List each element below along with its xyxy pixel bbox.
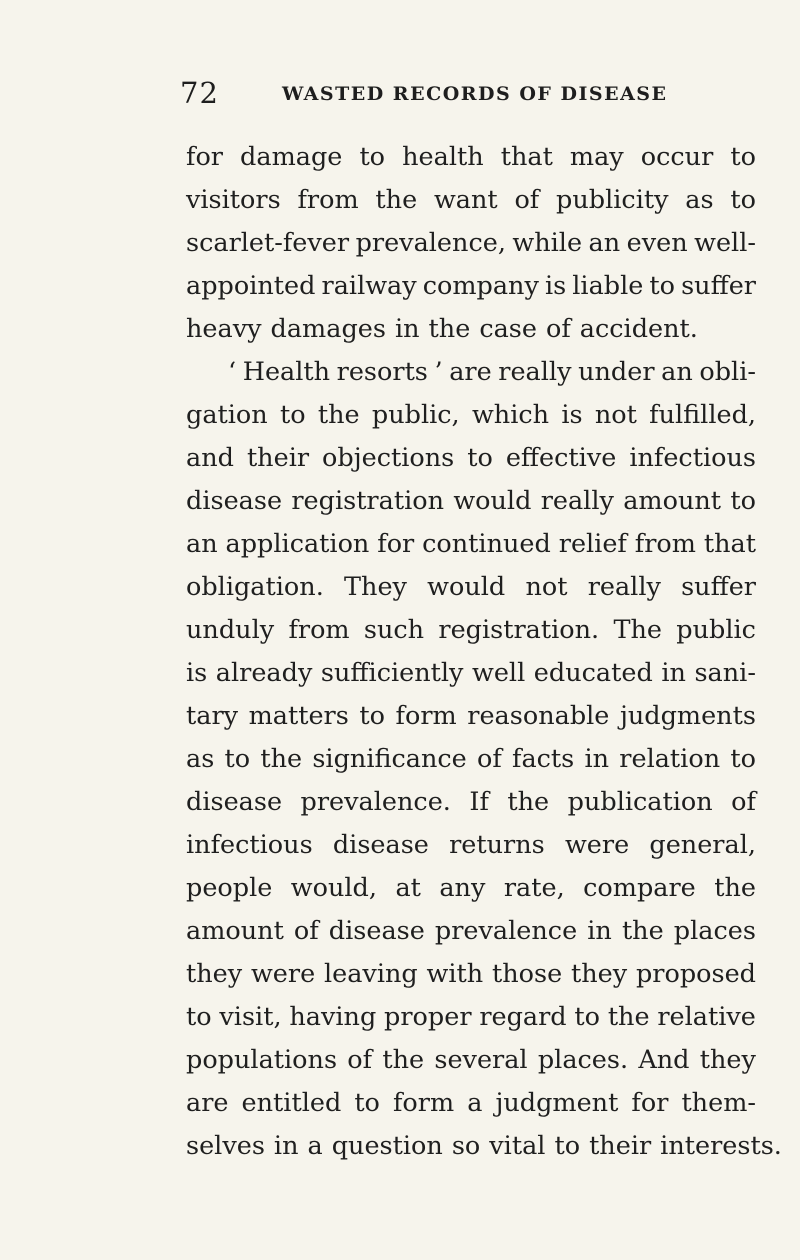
text-line: disease prevalence. If the publication of xyxy=(186,787,756,817)
running-title: WASTED RECORDS OF DISEASE xyxy=(282,83,668,105)
text-line: tary matters to form reasonable judgments xyxy=(186,701,756,731)
text-line: and their objections to effective infectious xyxy=(186,443,756,473)
text-line: populations of the several places. And they xyxy=(186,1045,756,1075)
text-line: ‘ Health resorts ’ are really under an obli- xyxy=(228,357,756,387)
text-line: are entitled to form a judgment for them- xyxy=(186,1088,756,1118)
text-line: for damage to health that may occur to xyxy=(186,142,756,172)
text-line: disease registration would really amount to xyxy=(186,486,756,516)
text-line: unduly from such registration. The public xyxy=(186,615,756,645)
text-line: gation to the public, which is not fulfilled, xyxy=(186,400,756,430)
text-line: scarlet-fever prevalence, while an even well- xyxy=(186,228,756,258)
text-line: heavy damages in the case of accident. xyxy=(186,314,698,344)
text-line: selves in a question so vital to their interests. xyxy=(186,1131,782,1161)
running-head xyxy=(180,76,668,116)
page-number: 72 xyxy=(180,76,219,110)
text-line: to visit, having proper regard to the relative xyxy=(186,1002,756,1032)
text-line: an application for continued relief from that xyxy=(186,529,756,559)
text-line: they were leaving with those they proposed xyxy=(186,959,756,989)
text-line: people would, at any rate, compare the xyxy=(186,873,756,903)
text-line: infectious disease returns were general, xyxy=(186,830,756,860)
text-line: visitors from the want of publicity as to xyxy=(186,185,756,215)
text-line: obligation. They would not really suffer xyxy=(186,572,756,602)
paragraph xyxy=(186,136,756,351)
text-line: is already sufficiently well educated in sani- xyxy=(186,658,756,688)
text-line: amount of disease prevalence in the places xyxy=(186,916,756,946)
paragraph xyxy=(186,351,782,1168)
text-line: as to the significance of facts in relation to xyxy=(186,744,756,774)
body-text xyxy=(186,136,782,1168)
text-line: appointed railway company is liable to suffer xyxy=(186,271,756,301)
